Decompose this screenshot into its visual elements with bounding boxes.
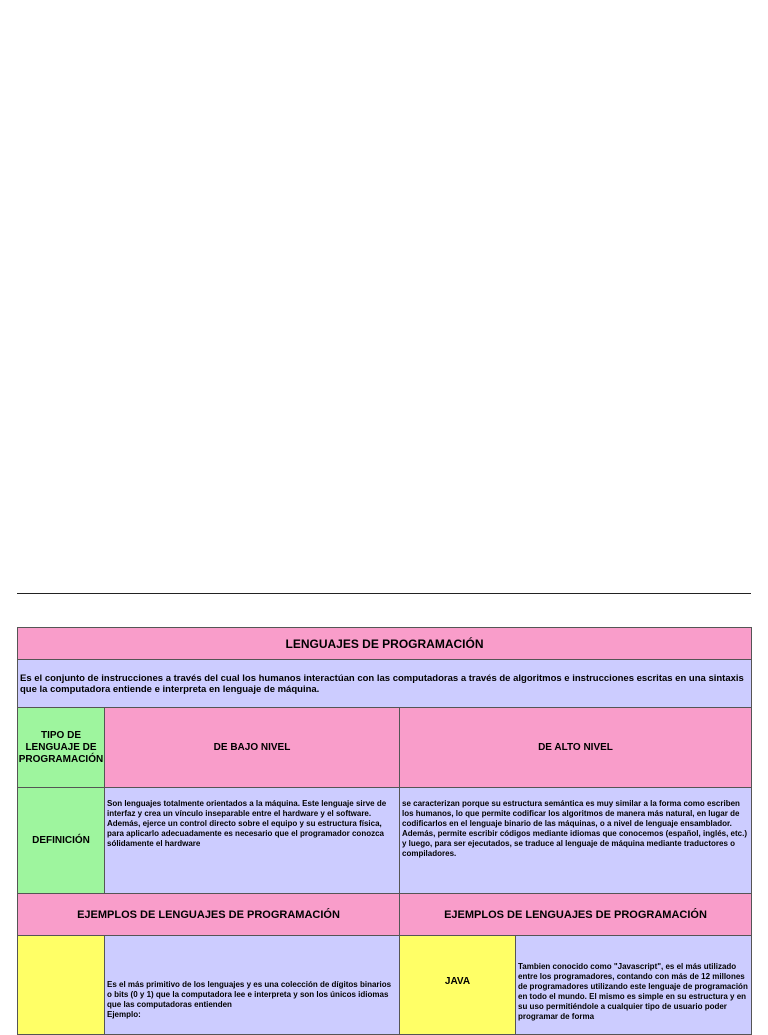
type-label-text: TIPO DE LENGUAJE DE PROGRAMACIÓN (18, 729, 104, 765)
low-examples-header-text: EJEMPLOS DE LENGUAJES DE PROGRAMACIÓN (77, 908, 340, 921)
java-desc-text: Tambien conocido como "Javascript", es el más utilizado entre los programadores, contando con más de 12 millones de programadores utilizando este lenguaje de programación en todo el mundo. El mismo es simple en su estructura y en su uso permitiéndole a cualquier tipo de usuario poder programar de forma (518, 962, 748, 1021)
low-examples-header (17, 893, 400, 936)
intro-text: Es el conjunto de instrucciones a través del cual los humanos interactúan con las computadoras a través de algoritmos e instrucciones escritas en una sintaxis que la computadora entiende e interpreta en lenguaje de máquina. (20, 672, 744, 695)
high-level-definition (399, 787, 752, 894)
low-level-header (104, 707, 400, 788)
type-label-cell (17, 707, 105, 788)
low-level-header-text: DE BAJO NIVEL (213, 742, 291, 753)
high-level-definition-text: se caracterizan porque su estructura semántica es muy similar a la forma como escriben los humanos, lo que permite codificar los algoritmos de manera más natural, en lugar de codificarlos en el lenguaje binario de las máquinas, o a nivel de lenguaje ensamblador. Además, permite escribir códigos mediante idiomas que conocemos (español, inglés, etc.) y luego, para ser ejecutados, se traduce al lenguaje de máquina mediante traductores o compiladores. (402, 799, 747, 858)
definition-label-cell (17, 787, 105, 894)
definition-label-text: DEFINICIÓN (32, 835, 90, 846)
low-example-label-cell (17, 935, 105, 1035)
intro-row (17, 659, 752, 708)
high-examples-header (399, 893, 752, 936)
table-title-text: LENGUAJES DE PROGRAMACIÓN (285, 636, 484, 651)
low-example-label: Ejemplo: (107, 1010, 141, 1019)
java-desc (515, 935, 752, 1035)
java-label-cell (399, 935, 516, 1035)
java-label-text: JAVA (444, 976, 471, 987)
high-examples-header-text: EJEMPLOS DE LENGUAJES DE PROGRAMACIÓN (444, 908, 707, 921)
high-level-header (399, 707, 752, 788)
table-title (17, 627, 752, 660)
page-divider (17, 593, 751, 594)
low-level-definition (104, 787, 400, 894)
low-example-desc-text: Es el más primitivo de los lenguajes y es una colección de dígitos binarios o bits (0 y 1) que la computadora lee e interpreta y son los únicos idiomas que las computadoras entienden (107, 980, 392, 1009)
high-level-header-text: DE ALTO NIVEL (538, 742, 613, 753)
low-example-desc (104, 935, 400, 1035)
low-level-definition-text: Son lenguajes totalmente orientados a la máquina. Este lenguaje sirve de interfaz y crea un vínculo inseparable entre el hardware y el software. Además, ejerce un control directo sobre el equipo y su estructura física, para aplicarlo adecuadamente es necesario que el programador conozca sólidamente el hardware (107, 799, 387, 848)
